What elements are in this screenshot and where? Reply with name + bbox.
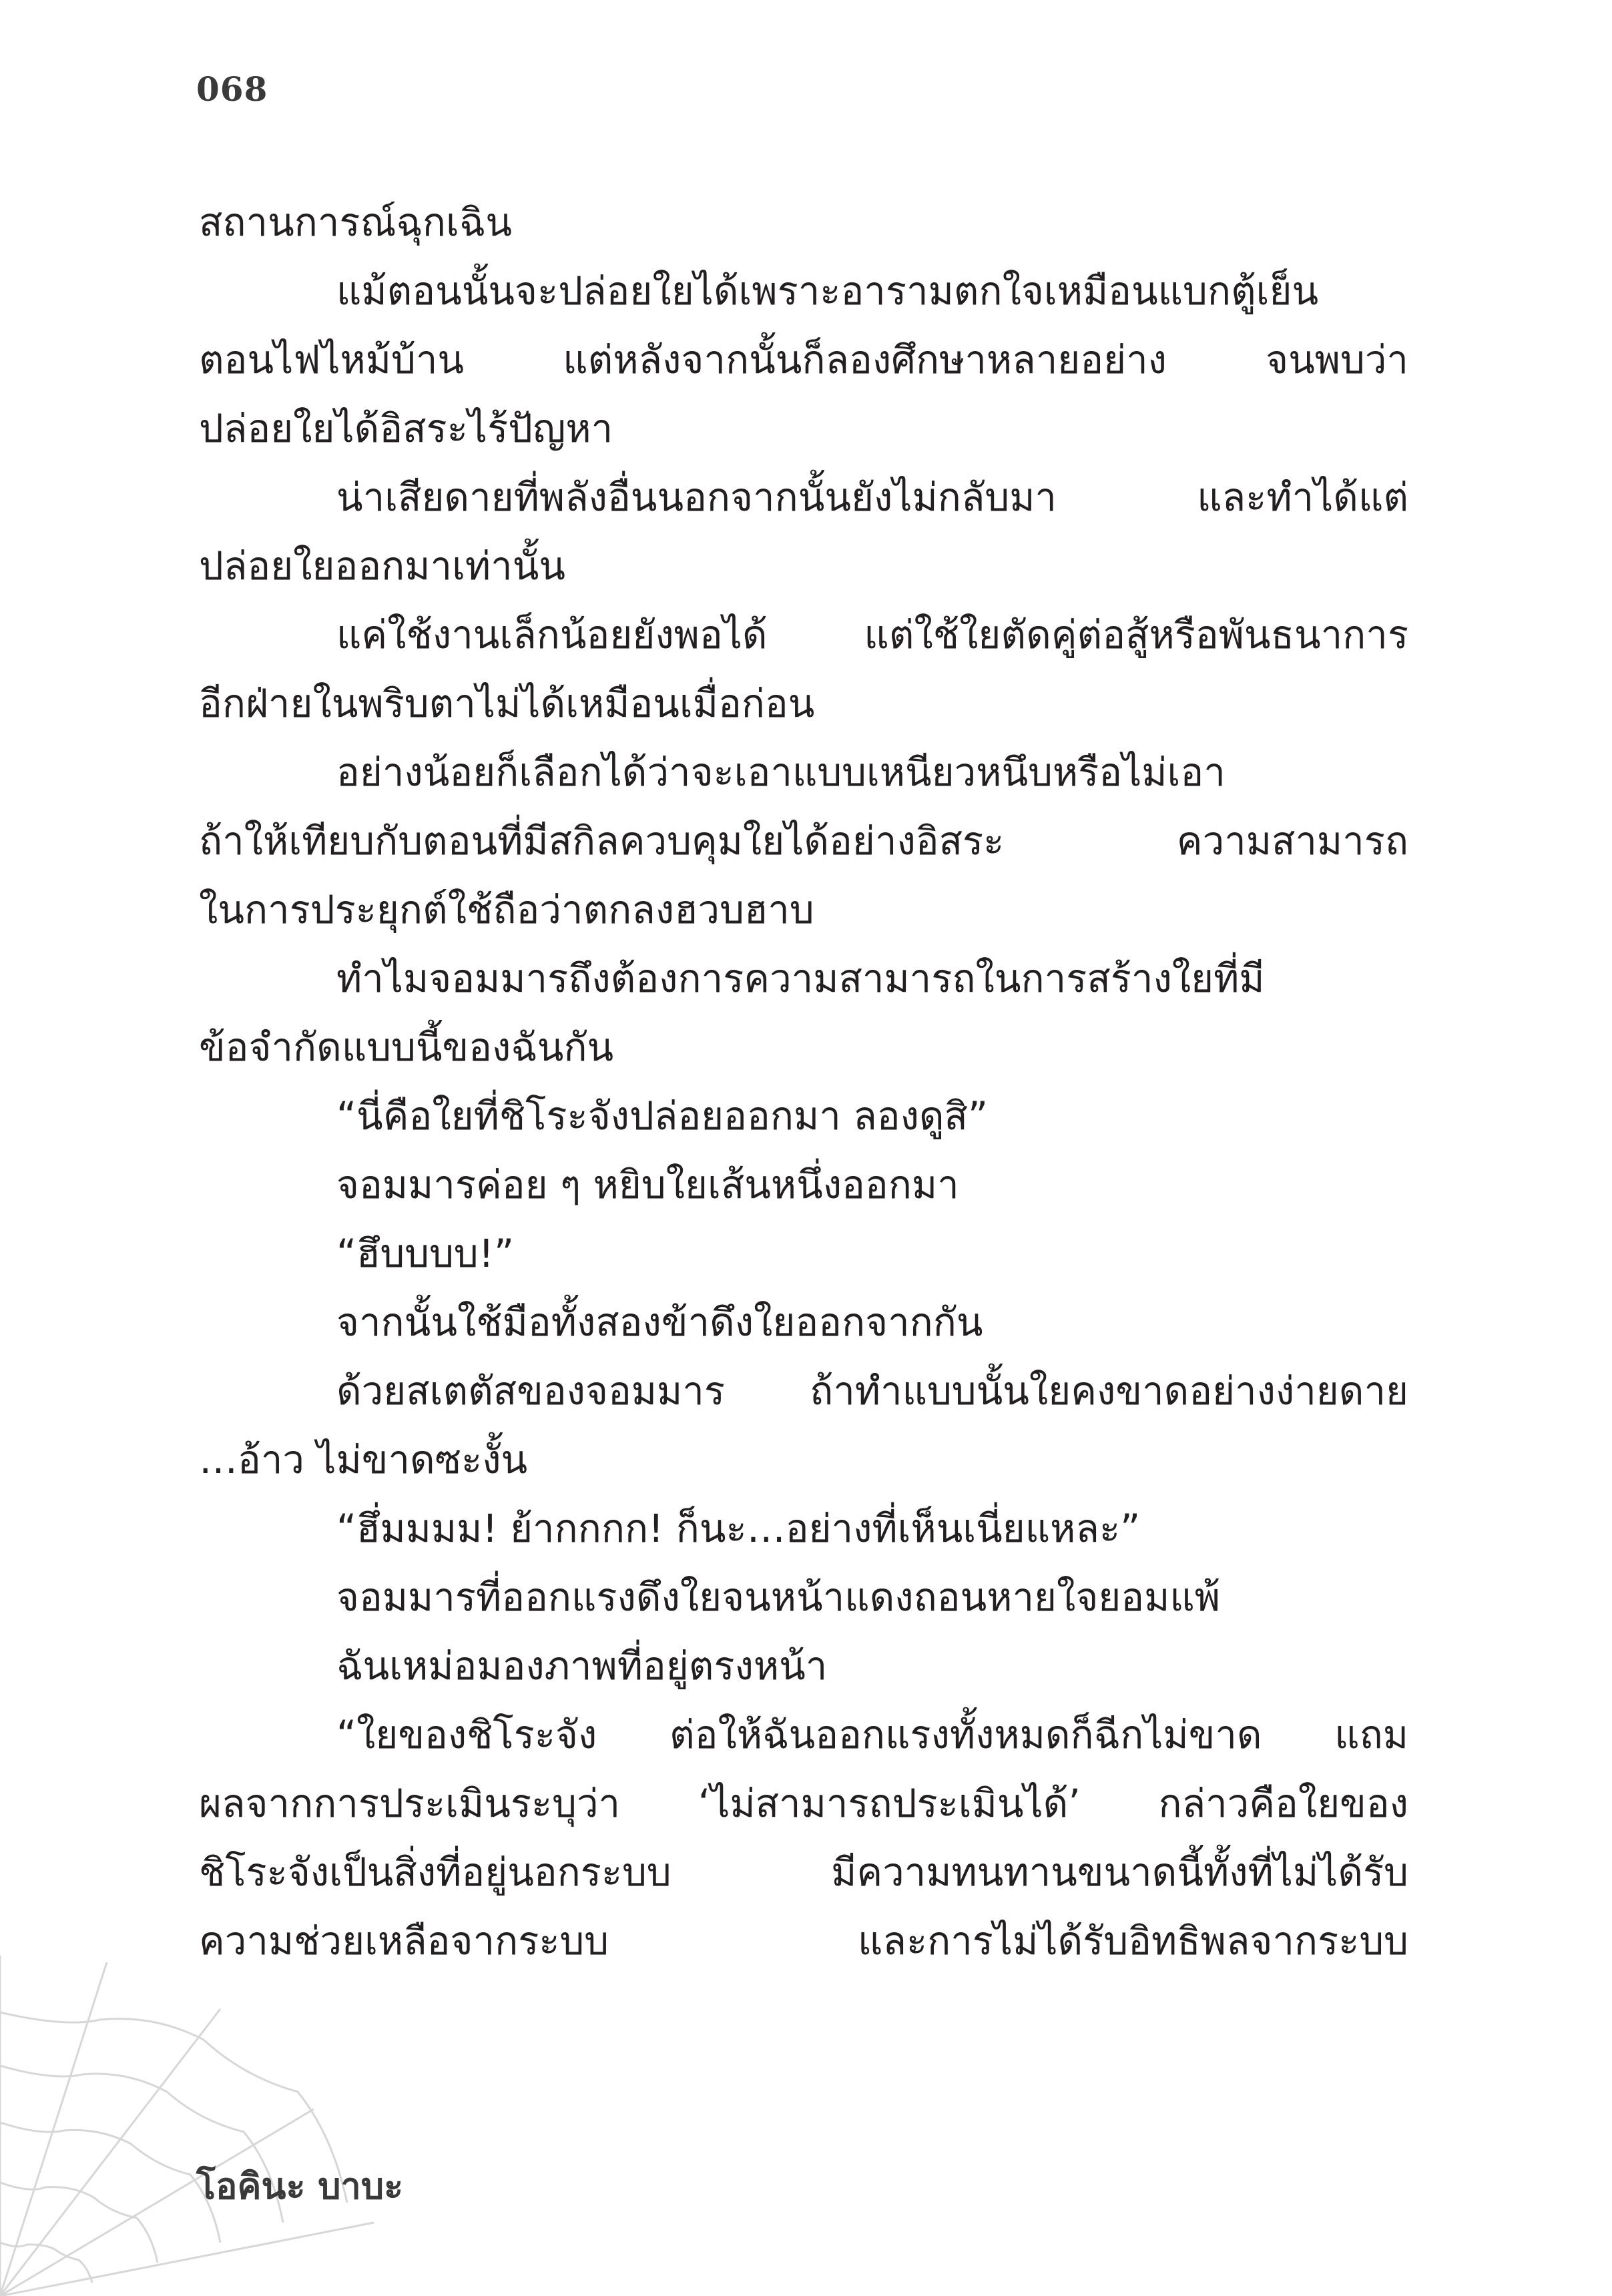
text-line: “ฮึ่มมมม! ย้ากกกก! ก็นะ…อย่างที่เห็นเนี่ยแหละ” [336,1506,1141,1551]
text-line: ด้วยสเตตัสของจอมมาร ถ้าทำแบบนั้นใยคงขาดอย่างง่ายดาย [336,1368,1408,1414]
text-line: น่าเสียดายที่พลังอื่นนอกจากนั้นยังไม่กลับมา และทำได้แต่ [336,475,1408,520]
text-line: ความช่วยเหลือจากระบบ และการไม่ได้รับอิทธิพลจากระบบ [199,1918,1408,1964]
text-line: อีกฝ่ายในพริบตาไม่ได้เหมือนเมื่อก่อน [199,681,815,726]
text-line: ฉันเหม่อมองภาพที่อยู่ตรงหน้า [336,1643,828,1689]
text-line: ตอนไฟไหม้บ้าน แต่หลังจากนั้นก็ลองศึกษาหลายอย่าง จนพบว่า [199,337,1408,382]
text-line: ถ้าให้เทียบกับตอนที่มีสกิลควบคุมใยได้อย่างอิสระ ความสามารถ [199,818,1408,864]
text-line: ในการประยุกต์ใช้ถือว่าตกลงฮวบฮาบ [199,887,814,932]
text-line: “นี่คือใยที่ชิโระจังปล่อยออกมา ลองดูสิ” [336,1093,989,1139]
text-line: จากนั้นใช้มือทั้งสองข้าดึงใยออกจากกัน [336,1300,983,1345]
text-line: ข้อจำกัดแบบนี้ของฉันกัน [199,1025,614,1070]
author-name: โอคินะ บาบะ [196,2165,404,2207]
text-line: ชิโระจังเป็นสิ่งที่อยู่นอกระบบ มีความทนทานขนาดนี้ทั้งที่ไม่ได้รับ [199,1849,1408,1895]
text-line: …อ้าว ไม่ขาดซะงั้น [199,1437,528,1482]
text-line: “ฮึบบบบ!” [336,1231,515,1276]
text-line: จอมมารค่อย ๆ หยิบใยเส้นหนึ่งออกมา [336,1162,959,1207]
text-line: ผลจากการประเมินระบุว่า ‘ไม่สามารถประเมินได้’ กล่าวคือใยของ [199,1781,1408,1826]
text-line: “ใยของชิโระจัง ต่อให้ฉันออกแรงทั้งหมดก็ฉีกไม่ขาด แถม [336,1712,1408,1757]
text-line: ปล่อยใยได้อิสระไร้ปัญหา [199,406,613,451]
text-line: สถานการณ์ฉุกเฉิน [199,200,512,245]
text-line: แม้ตอนนั้นจะปล่อยใยได้เพราะอารามตกใจเหมือนแบกตู้เย็น [336,268,1319,314]
text-line: แค่ใช้งานเล็กน้อยยังพอได้ แต่ใช้ใยตัดคู่ต่อสู้หรือพันธนาการ [336,612,1408,657]
spider-web-icon [0,1956,374,2296]
text-line: อย่างน้อยก็เลือกได้ว่าจะเอาแบบเหนียวหนึบหรือไม่เอา [336,750,1226,795]
text-line: ทำไมจอมมารถึงต้องการความสามารถในการสร้างใยที่มี [336,956,1265,1001]
text-line: จอมมารที่ออกแรงดึงใยจนหน้าแดงถอนหายใจยอมแพ้ [336,1574,1220,1620]
body-text [199,188,1408,1976]
page-number: 068 [196,69,268,109]
text-line: ปล่อยใยออกมาเท่านั้น [199,543,565,589]
